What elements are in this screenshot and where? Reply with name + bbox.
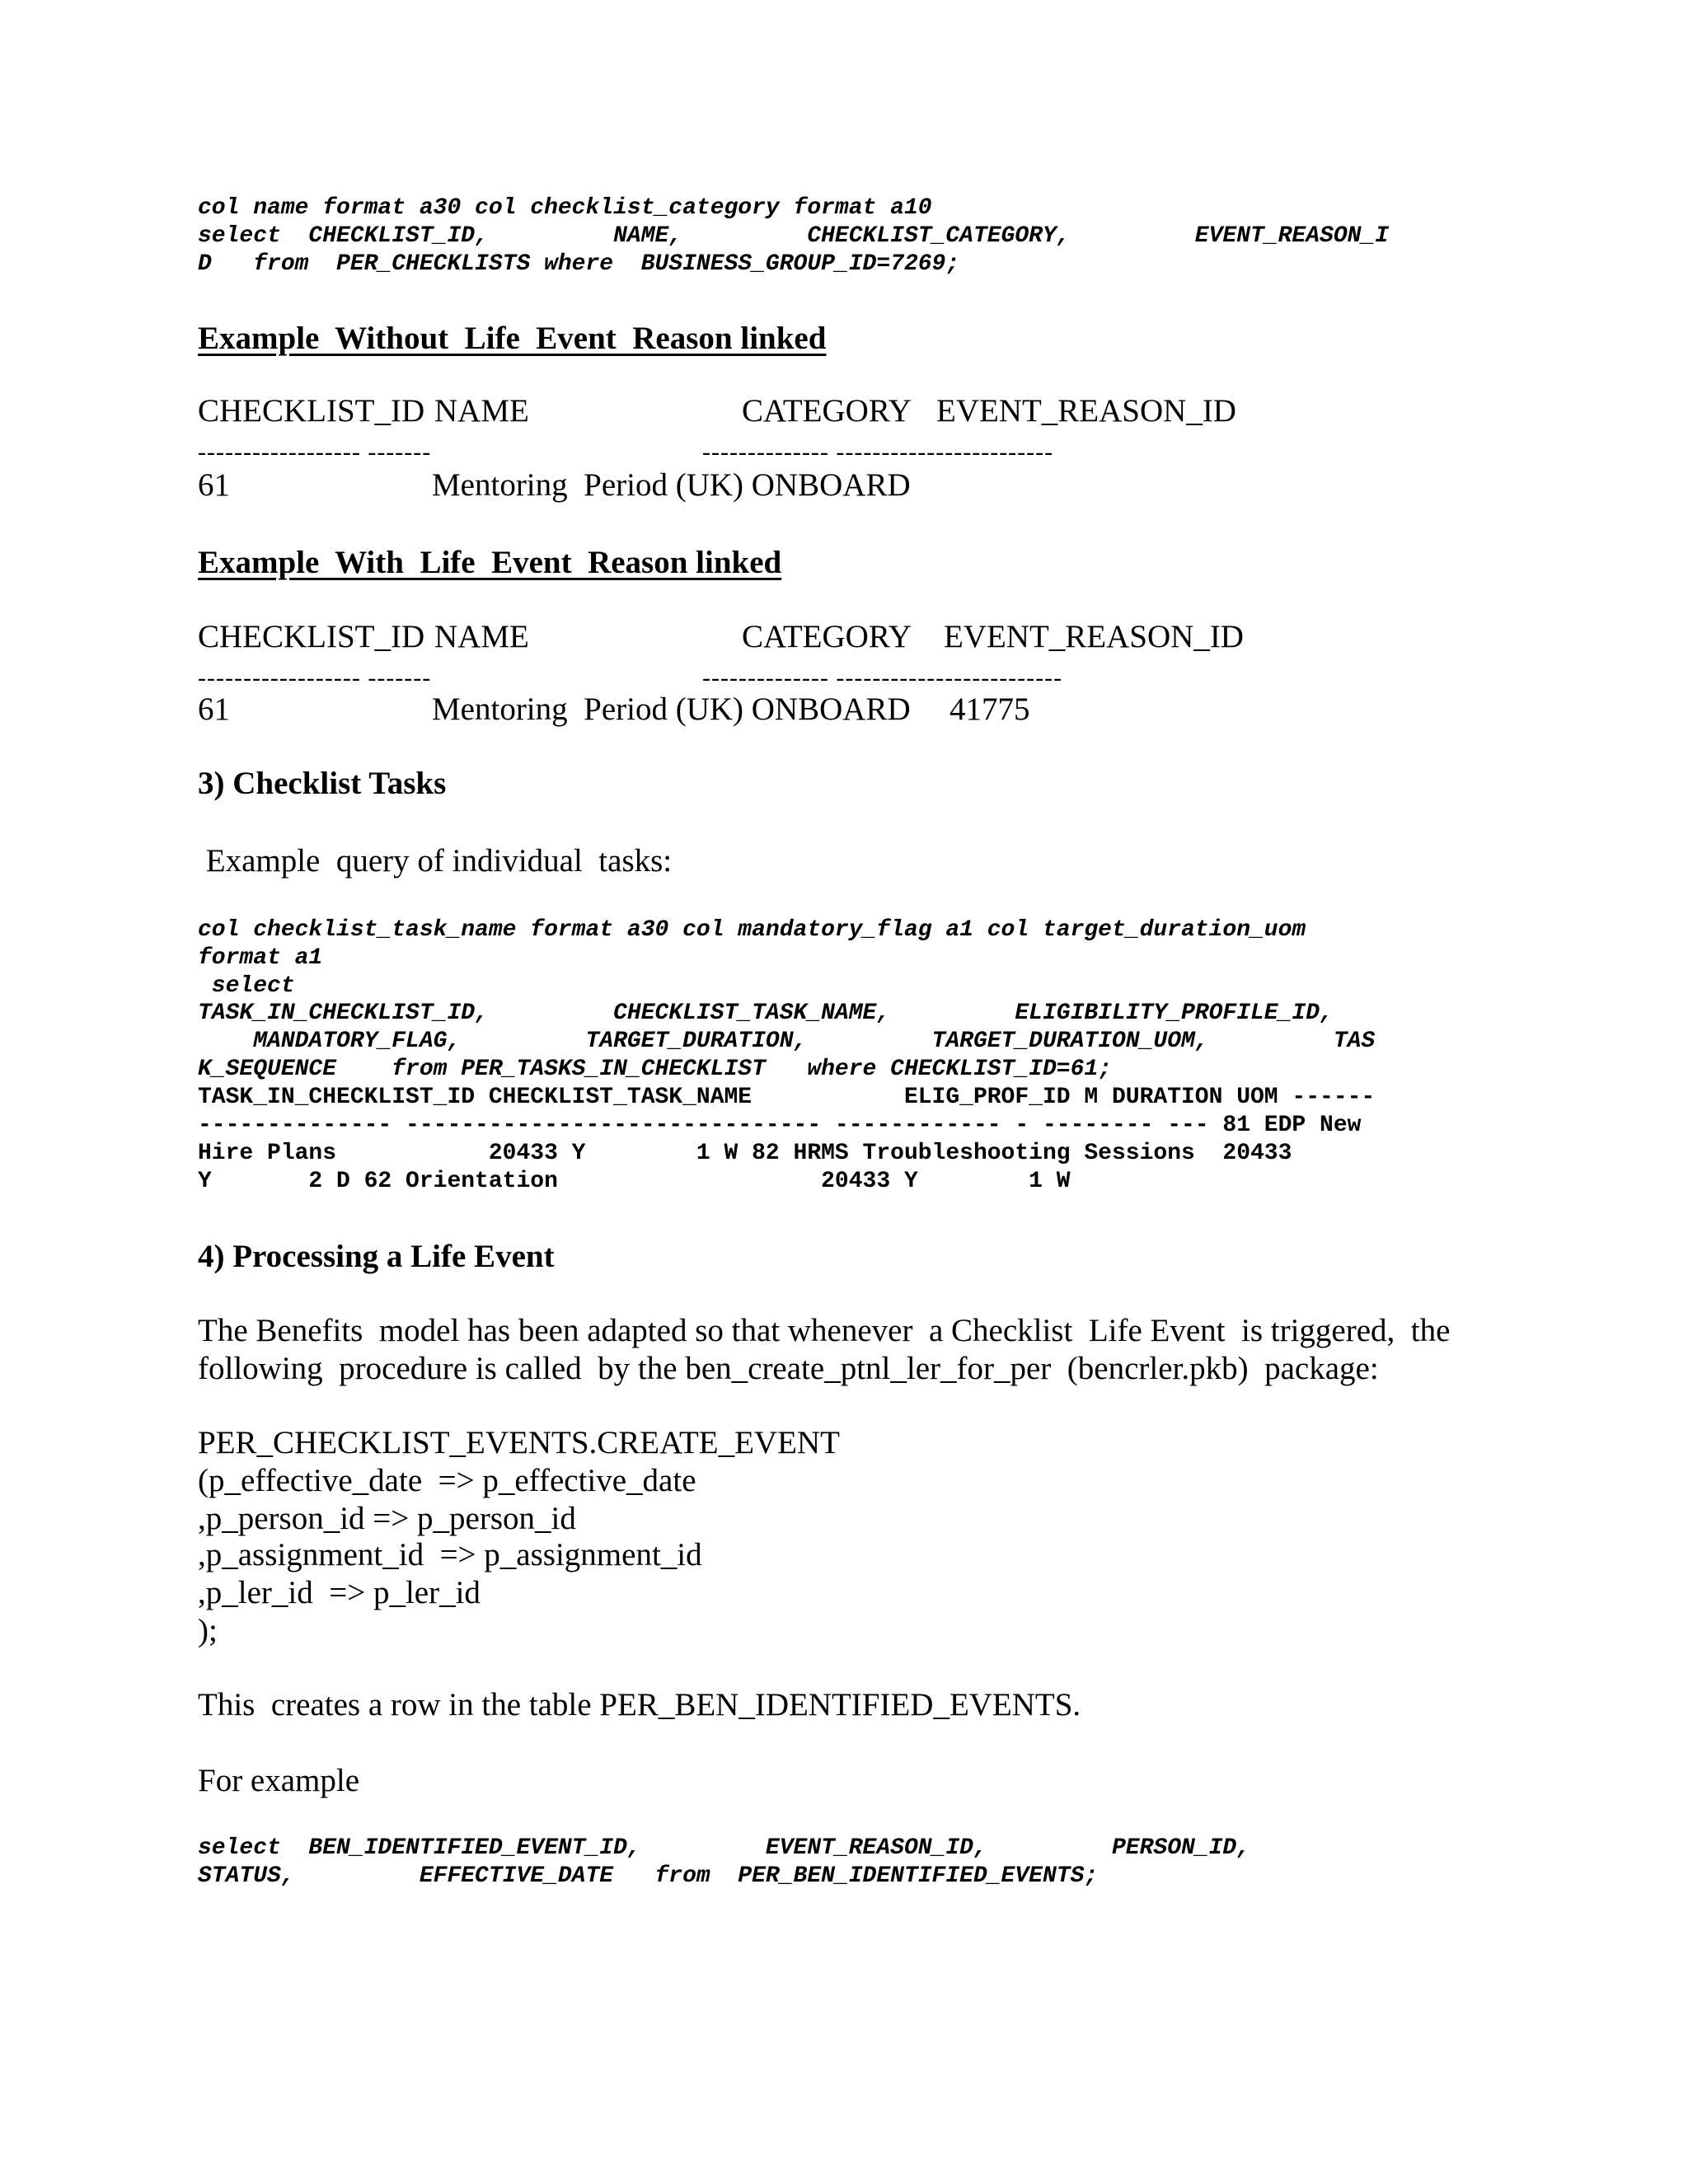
code-line: D from PER_CHECKLISTS where BUSINESS_GROUP_ID=7269; [198, 251, 960, 277]
output-line: Hire Plans 20433 Y 1 W 82 HRMS Troubleshooting Sessions 20433 [198, 1141, 1292, 1166]
code-line: STATUS, EFFECTIVE_DATE from PER_BEN_IDENTIFIED_EVENTS; [198, 1863, 1099, 1889]
code-line: (p_effective_date => p_effective_date [198, 1463, 696, 1498]
code-line: PER_CHECKLIST_EVENTS.CREATE_EVENT [198, 1425, 840, 1460]
col-header-event-reason: EVENT_REASON_ID [944, 619, 1244, 654]
divider-dashes: -------------- ------------------------- [702, 664, 1063, 691]
cell-name-category: Mentoring Period (UK) ONBOARD [432, 691, 911, 727]
paragraph-intro: Example query of individual tasks: [198, 843, 673, 879]
code-line: format a1 [198, 945, 323, 971]
col-header-checklist-id: CHECKLIST_ID [198, 619, 425, 654]
heading-example-without: Example Without Life Event Reason linked [198, 321, 827, 356]
output-line: TASK_IN_CHECKLIST_ID CHECKLIST_TASK_NAME ELIG_PROF_ID M DURATION UOM ------ [198, 1085, 1376, 1110]
paragraph-for-example: For example [198, 1763, 360, 1798]
col-header-name: NAME [434, 393, 529, 429]
paragraph-line: The Benefits model has been adapted so that whenever a Checklist Life Event is triggered, the [198, 1313, 1451, 1348]
col-header-category: CATEGORY [742, 619, 912, 654]
cell-event-reason-id: 41775 [950, 691, 1030, 727]
output-line: Y 2 D 62 Orientation 20433 Y 1 W [198, 1169, 1071, 1194]
output-line: -------------- ------------------------------ ------------ - -------- --- 81 EDP New [198, 1113, 1362, 1138]
code-line: select CHECKLIST_ID, NAME, CHECKLIST_CATEGORY, EVENT_REASON_I [198, 223, 1390, 249]
code-line: MANDATORY_FLAG, TARGET_DURATION, TARGET_DURATION_UOM, TAS [198, 1029, 1376, 1054]
col-header-checklist-id: CHECKLIST_ID [198, 393, 425, 429]
section-heading-processing-life-event: 4) Processing a Life Event [198, 1239, 555, 1274]
divider-dashes: ------------------ ------- [198, 664, 432, 691]
code-line: TASK_IN_CHECKLIST_ID, CHECKLIST_TASK_NAME, ELIGIBILITY_PROFILE_ID, [198, 1001, 1334, 1026]
divider-dashes: -------------- ------------------------ [702, 438, 1054, 466]
col-header-category: CATEGORY [742, 393, 912, 429]
heading-example-with: Example With Life Event Reason linked [198, 545, 782, 580]
paragraph-line: following procedure is called by the ben_create_ptnl_ler_for_per (bencrler.pkb) package: [198, 1351, 1379, 1386]
col-header-name: NAME [434, 619, 529, 654]
code-line: col name format a30 col checklist_category format a10 [198, 195, 932, 221]
paragraph-creates-row: This creates a row in the table PER_BEN_IDENTIFIED_EVENTS. [198, 1687, 1081, 1722]
code-line: ,p_assignment_id => p_assignment_id [198, 1537, 702, 1572]
cell-name-category: Mentoring Period (UK) ONBOARD [432, 467, 911, 503]
cell-checklist-id: 61 [198, 691, 230, 727]
col-header-event-reason: EVENT_REASON_ID [936, 393, 1236, 429]
code-line: col checklist_task_name format a30 col mandatory_flag a1 col target_duration_uom [198, 917, 1306, 943]
cell-checklist-id: 61 [198, 467, 230, 503]
code-line: K_SEQUENCE from PER_TASKS_IN_CHECKLIST where CHECKLIST_ID=61; [198, 1057, 1112, 1082]
code-line: select BEN_IDENTIFIED_EVENT_ID, EVENT_REASON_ID, PERSON_ID, [198, 1835, 1251, 1861]
code-line: ,p_ler_id => p_ler_id [198, 1575, 481, 1610]
code-line: ,p_person_id => p_person_id [198, 1501, 576, 1536]
code-line: select [198, 973, 295, 999]
section-heading-checklist-tasks: 3) Checklist Tasks [198, 766, 447, 801]
divider-dashes: ------------------ ------- [198, 438, 432, 466]
code-line: ); [198, 1613, 218, 1648]
